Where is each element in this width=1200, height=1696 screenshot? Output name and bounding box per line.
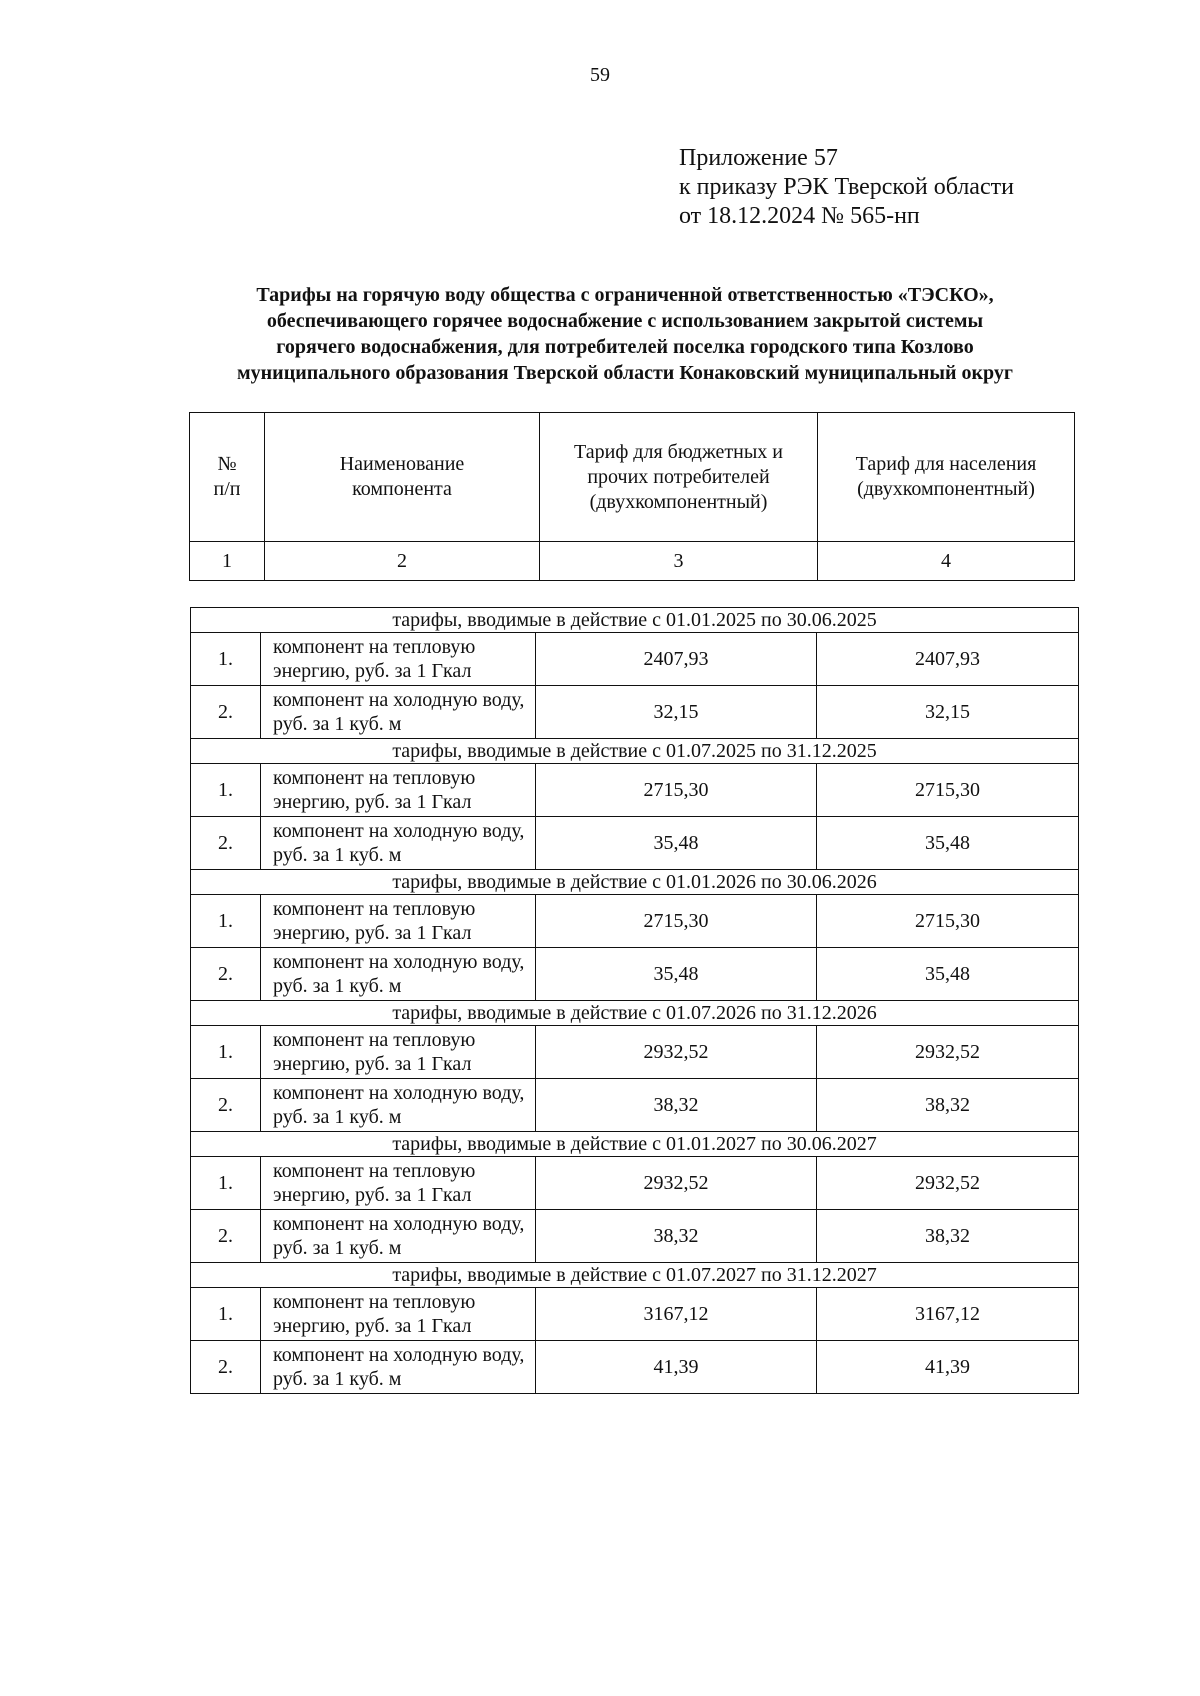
table-row — [191, 1079, 1079, 1132]
period-label: тарифы, вводимые в действие с 01.01.2026 по 30.06.2026 — [191, 870, 1079, 895]
title-line: горячего водоснабжения, для потребителей поселка городского типа Козлово — [276, 336, 974, 358]
component-name: компонент на холодную воду, руб. за 1 куб. м — [261, 1341, 536, 1394]
row-number: 2. — [191, 948, 261, 1001]
population-tariff-value: 2715,30 — [817, 764, 1079, 817]
row-number: 1. — [191, 895, 261, 948]
column-header-component-text: Наименование компонента — [339, 453, 465, 500]
budget-tariff-value: 3167,12 — [536, 1288, 817, 1341]
budget-tariff-value: 2932,52 — [536, 1026, 817, 1079]
period-label: тарифы, вводимые в действие с 01.01.2025 по 30.06.2025 — [191, 608, 1079, 633]
page-number: 59 — [590, 64, 610, 86]
column-header-population-tariff-text: Тариф для населения (двухкомпонентный) — [855, 453, 1037, 500]
row-number: 2. — [191, 817, 261, 870]
column-headers-row — [190, 413, 1075, 542]
component-name: компонент на тепловую энергию, руб. за 1 Гкал — [261, 1288, 536, 1341]
population-tariff-value: 2715,30 — [817, 895, 1079, 948]
column-number: 3 — [540, 542, 818, 581]
row-number: 1. — [191, 633, 261, 686]
table-row — [191, 1210, 1079, 1263]
table-row — [191, 1026, 1079, 1079]
tariff-table-body — [190, 607, 1079, 1394]
budget-tariff-value: 2715,30 — [536, 895, 817, 948]
budget-tariff-value: 38,32 — [536, 1210, 817, 1263]
column-header-component — [265, 413, 540, 542]
row-number: 2. — [191, 686, 261, 739]
budget-tariff-value: 38,32 — [536, 1079, 817, 1132]
row-number: 1. — [191, 1157, 261, 1210]
row-number: 1. — [191, 1288, 261, 1341]
budget-tariff-value: 35,48 — [536, 817, 817, 870]
population-tariff-value: 38,32 — [817, 1210, 1079, 1263]
component-name: компонент на тепловую энергию, руб. за 1 Гкал — [261, 895, 536, 948]
appendix-line: к приказу РЭК Тверской области — [679, 174, 1014, 200]
column-header-population-tariff — [818, 413, 1075, 542]
title-line: Тарифы на горячую воду общества с ограниченной ответственностью «ТЭСКО», — [256, 284, 994, 306]
table-row — [191, 895, 1079, 948]
table-row — [191, 686, 1079, 739]
table-row — [191, 764, 1079, 817]
column-header-number — [190, 413, 265, 542]
population-tariff-value: 41,39 — [817, 1341, 1079, 1394]
table-row — [191, 1288, 1079, 1341]
document-title — [180, 282, 1070, 386]
appendix-line: Приложение 57 — [679, 145, 838, 171]
row-number: 1. — [191, 1026, 261, 1079]
population-tariff-value: 38,32 — [817, 1079, 1079, 1132]
population-tariff-value: 2932,52 — [817, 1157, 1079, 1210]
period-row — [191, 739, 1079, 764]
period-row — [191, 870, 1079, 895]
component-name: компонент на холодную воду, руб. за 1 куб. м — [261, 1079, 536, 1132]
period-label: тарифы, вводимые в действие с 01.07.2025 по 31.12.2025 — [191, 739, 1079, 764]
table-row — [191, 817, 1079, 870]
title-line: обеспечивающего горячее водоснабжение с использованием закрытой системы — [266, 310, 984, 332]
component-name: компонент на холодную воду, руб. за 1 куб. м — [261, 686, 536, 739]
column-number: 2 — [265, 542, 540, 581]
period-label: тарифы, вводимые в действие с 01.07.2027 по 31.12.2027 — [191, 1263, 1079, 1288]
row-number: 2. — [191, 1079, 261, 1132]
period-row — [191, 1263, 1079, 1288]
population-tariff-value: 3167,12 — [817, 1288, 1079, 1341]
row-number: 2. — [191, 1210, 261, 1263]
budget-tariff-value: 35,48 — [536, 948, 817, 1001]
column-numbers-row — [190, 542, 1075, 581]
component-name: компонент на тепловую энергию, руб. за 1 Гкал — [261, 1157, 536, 1210]
tariff-table-header — [189, 412, 1075, 581]
population-tariff-value: 35,48 — [817, 948, 1079, 1001]
table-row — [191, 1341, 1079, 1394]
budget-tariff-value: 2715,30 — [536, 764, 817, 817]
row-number: 2. — [191, 1341, 261, 1394]
period-label: тарифы, вводимые в действие с 01.01.2027 по 30.06.2027 — [191, 1132, 1079, 1157]
component-name: компонент на холодную воду, руб. за 1 куб. м — [261, 948, 536, 1001]
column-header-budget-tariff — [540, 413, 818, 542]
budget-tariff-value: 2407,93 — [536, 633, 817, 686]
table-row — [191, 1157, 1079, 1210]
budget-tariff-value: 2932,52 — [536, 1157, 817, 1210]
budget-tariff-value: 41,39 — [536, 1341, 817, 1394]
table-row — [191, 948, 1079, 1001]
population-tariff-value: 2932,52 — [817, 1026, 1079, 1079]
component-name: компонент на тепловую энергию, руб. за 1 Гкал — [261, 764, 536, 817]
column-number: 4 — [818, 542, 1075, 581]
component-name: компонент на тепловую энергию, руб. за 1 Гкал — [261, 1026, 536, 1079]
component-name: компонент на холодную воду, руб. за 1 куб. м — [261, 817, 536, 870]
component-name: компонент на холодную воду, руб. за 1 куб. м — [261, 1210, 536, 1263]
period-row — [191, 608, 1079, 633]
title-line: муниципального образования Тверской области Конаковский муниципальный округ — [237, 362, 1013, 384]
period-label: тарифы, вводимые в действие с 01.07.2026 по 31.12.2026 — [191, 1001, 1079, 1026]
column-header-number-text: № п/п — [213, 453, 241, 500]
population-tariff-value: 32,15 — [817, 686, 1079, 739]
period-row — [191, 1132, 1079, 1157]
appendix-reference — [679, 144, 1014, 231]
table-row — [191, 633, 1079, 686]
population-tariff-value: 2407,93 — [817, 633, 1079, 686]
tariff-rows — [191, 608, 1079, 1394]
population-tariff-value: 35,48 — [817, 817, 1079, 870]
appendix-line: от 18.12.2024 № 565-нп — [679, 203, 920, 229]
column-number: 1 — [190, 542, 265, 581]
column-header-budget-tariff-text: Тариф для бюджетных и прочих потребителей (двухкомпонентный) — [574, 440, 783, 513]
row-number: 1. — [191, 764, 261, 817]
component-name: компонент на тепловую энергию, руб. за 1 Гкал — [261, 633, 536, 686]
budget-tariff-value: 32,15 — [536, 686, 817, 739]
period-row — [191, 1001, 1079, 1026]
